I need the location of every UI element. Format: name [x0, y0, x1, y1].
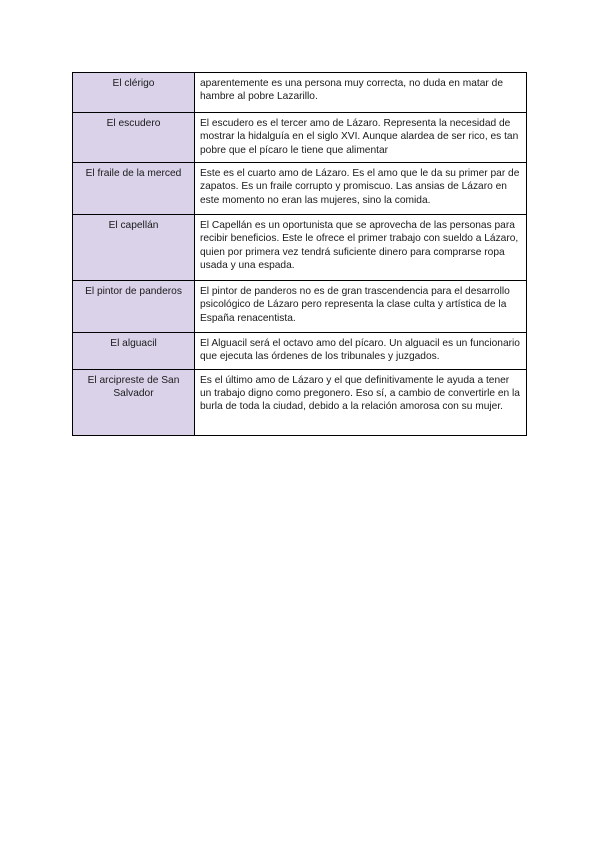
table-row	[73, 333, 527, 370]
masters-table	[72, 72, 527, 436]
master-description-cell: El escudero es el tercer amo de Lázaro. Representa la necesidad de mostrar la hidalguía en el siglo XVI. Aunque alardea de ser rico, es tan pobre que el pícaro le tiene que alimentar	[195, 113, 527, 163]
master-name-cell: El alguacil	[73, 333, 195, 370]
master-description-cell: Este es el cuarto amo de Lázaro. Es el amo que le da su primer par de zapatos. Es un fraile corrupto y promiscuo. Las ansias de Lázaro en este momento no eran las mujeres, sino la comida.	[195, 163, 527, 215]
master-name-cell: El fraile de la merced	[73, 163, 195, 215]
master-description-cell: El pintor de panderos no es de gran trascendencia para el desarrollo psicológico de Lázaro pero representa la clase culta y artística de la España renacentista.	[195, 281, 527, 333]
master-description-cell: aparentemente es una persona muy correcta, no duda en matar de hambre al pobre Lazarillo.	[195, 73, 527, 113]
master-name-cell: El escudero	[73, 113, 195, 163]
master-description-cell: El Capellán es un oportunista que se aprovecha de las personas para recibir beneficios. Este le ofrece el primer trabajo con sueldo a Lázaro, quien por primera vez tendrá suficiente dinero para comprarse ropa usada y una espada.	[195, 215, 527, 281]
table-row	[73, 163, 527, 215]
master-name-cell: El pintor de panderos	[73, 281, 195, 333]
master-description-cell: El Alguacil será el octavo amo del pícaro. Un alguacil es un funcionario que ejecuta las órdenes de los tribunales y juzgados.	[195, 333, 527, 370]
table-row	[73, 369, 527, 435]
master-description-cell: Es el último amo de Lázaro y el que definitivamente le ayuda a tener un trabajo digno como pregonero. Eso sí, a cambio de convertirle en la burla de toda la ciudad, debido a la relación amorosa con su mujer.	[195, 369, 527, 435]
table-row	[73, 281, 527, 333]
master-name-cell: El arcipreste de San Salvador	[73, 369, 195, 435]
table-row	[73, 73, 527, 113]
table-row	[73, 113, 527, 163]
master-name-cell: El capellán	[73, 215, 195, 281]
master-name-cell: El clérigo	[73, 73, 195, 113]
table-row	[73, 215, 527, 281]
